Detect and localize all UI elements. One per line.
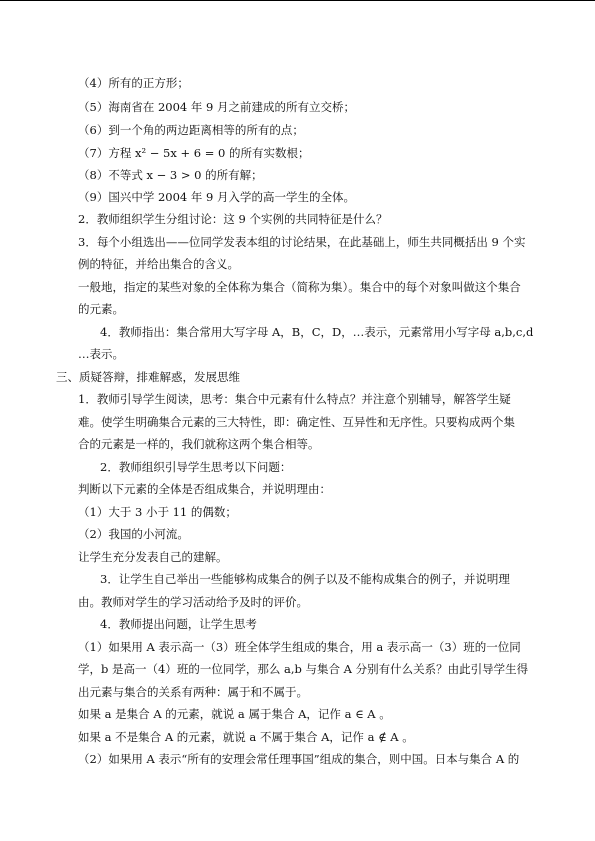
text-line: 2．教师组织引导学生思考以下问题： [100,460,292,474]
text-line: （1）大于 3 小于 11 的偶数； [78,505,237,519]
text-line: 2．教师组织学生分组讨论：这 9 个实例的共同特征是什么？ [78,212,388,226]
text-line: 如果 a 不是集合 A 的元素，就说 a 不属于集合 A，记作 a ∉ A 。 [78,730,414,744]
text-line: 学，b 是高一（4）班的一位同学，那么 a,b 与集合 A 分别有什么关系？由此引导学生得 [78,662,529,676]
text-line: （9）国兴中学 2004 年 9 月入学的高一学生的全体。 [78,190,356,204]
text-line: 例的特征，并给出集合的含义。 [78,257,239,271]
text-line: 1．教师引导学生阅读，思考：集合中元素有什么特点？并注意个别辅导，解答学生疑 [78,392,511,406]
text-line: （6）到一个角的两边距离相等的所有的点； [78,123,304,137]
text-line: 合的元素是一样的，我们就称这两个集合相等。 [78,437,320,451]
text-line: （8）不等式 x − 3 > 0 的所有解； [78,168,263,182]
text-line: 由。教师对学生的学习活动给予及时的评价。 [78,595,308,609]
text-line: 让学生充分发表自己的建解。 [78,550,228,564]
text-line: （5）海南省在 2004 年 9 月之前建成的所有立交桥； [78,100,356,114]
text-line: …表示。 [78,347,124,361]
text-line: （7）方程 x² − 5x + 6 = 0 的所有实数根； [78,146,310,160]
text-line: 出元素与集合的关系有两种：属于和不属于。 [78,685,308,699]
text-line: （2）我国的小河流。 [78,527,189,541]
text-line: 4．教师提出问题，让学生思考 [100,617,257,631]
section-heading: 三、质疑答辩，排难解惑，发展思维 [56,370,240,384]
text-line: 4．教师指出：集合常用大写字母 A，B，C，D，…表示，元素常用小写字母 a,b,c,d [100,325,534,339]
text-line: 3．每个小组选出——位同学发表本组的讨论结果，在此基础上，师生共同概括出 9 个实 [78,235,526,249]
text-line: 的元素。 [78,302,124,316]
text-line: 判断以下元素的全体是否组成集合，并说明理由： [78,482,331,496]
text-line: 一般地，指定的某些对象的全体称为集合（简称为集）。集合中的每个对象叫做这个集合 [78,280,521,294]
text-line: （1）如果用 A 表示高一（3）班全体学生组成的集合，用 a 表示高一（3）班的一位同 [78,640,521,654]
text-line: 难。使学生明确集合元素的三大特性，即：确定性、互异性和无序性。只要构成两个集 [78,415,515,429]
text-line: 3．让学生自己举出一些能够构成集合的例子以及不能构成集合的例子，并说明理 [100,572,510,586]
header-rule [0,0,595,1]
text-line: 如果 a 是集合 A 的元素，就说 a 属于集合 A，记作 a ∈ A 。 [78,707,391,721]
text-line: （4）所有的正方形； [78,76,189,90]
text-line: （2）如果用 A 表示“所有的安理会常任理事国”组成的集合，则中国。日本与集合 A 的 [78,752,520,766]
